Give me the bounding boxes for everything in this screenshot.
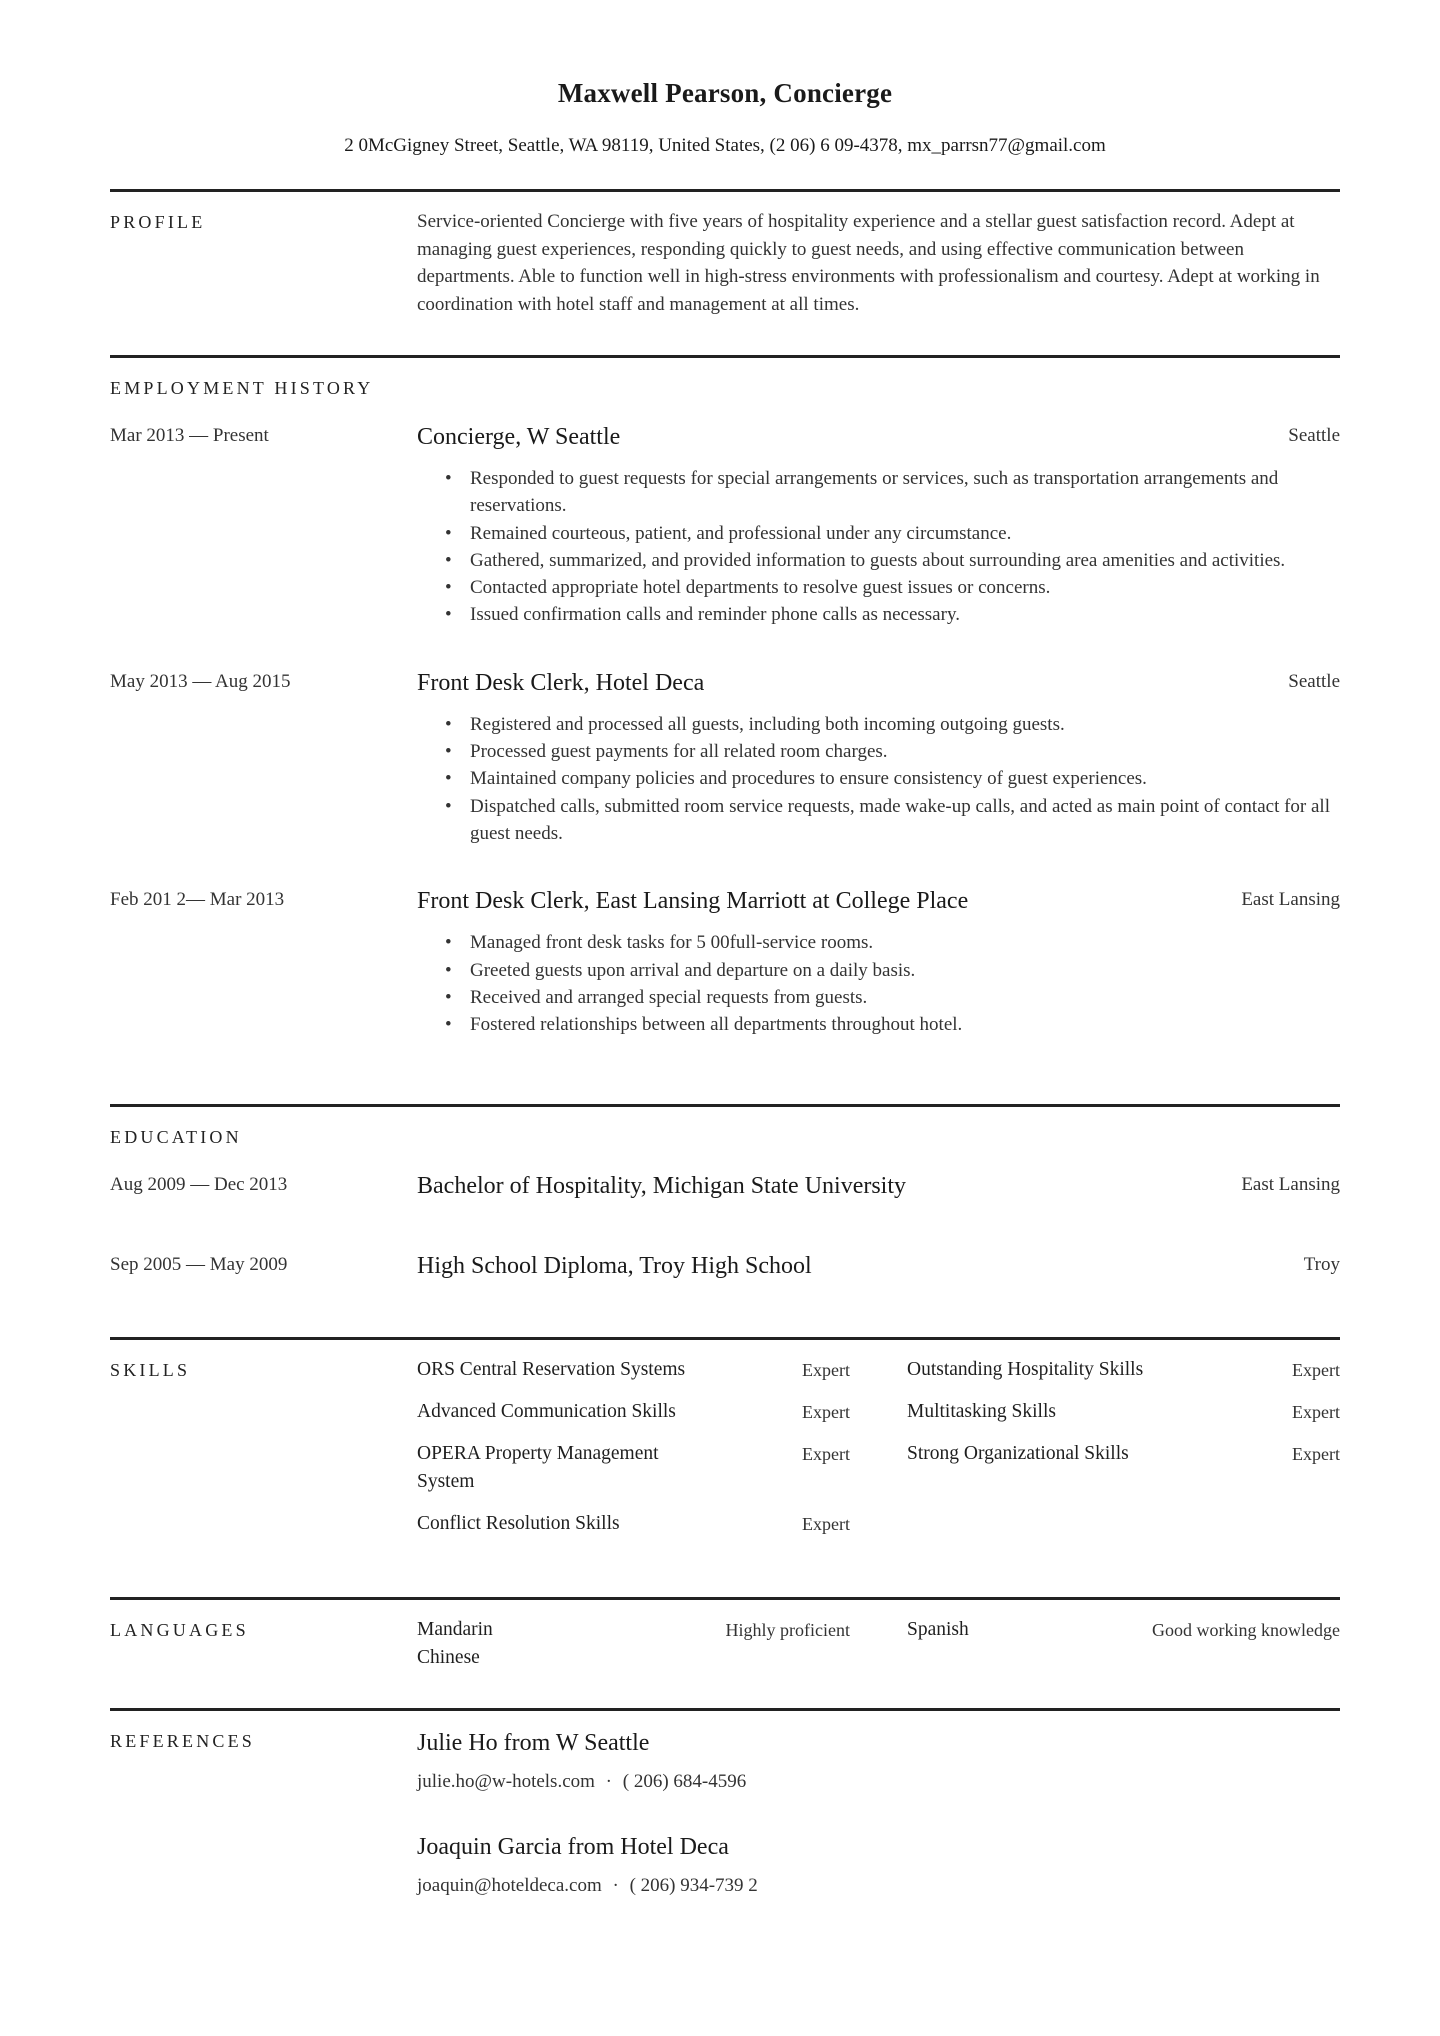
resume-page [110, 0, 1340, 1958]
skill-level: Expert [802, 1360, 850, 1380]
bullet-item: • Maintained company policies and procedures to ensure consistency of guest experiences. [470, 765, 1340, 792]
education-title: Bachelor of Hospitality, Michigan State University [417, 1173, 907, 1199]
job-entry [110, 885, 1340, 1038]
languages-section [110, 1597, 1340, 1708]
bullet-item: • Issued confirmation calls and reminder phone calls as necessary. [470, 601, 1340, 628]
employment-section [110, 355, 1340, 1104]
language-item [907, 1616, 1340, 1644]
bullet-item: • Dispatched calls, submitted room service requests, made wake-up calls, and acted as main point of contact for all guest needs. [470, 793, 1340, 848]
job-dates: May 2013 — Aug 2015 [110, 670, 291, 692]
job-bullets [417, 711, 1340, 847]
job-title: Concierge, W Seattle [417, 424, 621, 450]
section-label-skills: SKILLS [110, 1360, 191, 1380]
reference-entry [417, 1727, 1340, 1793]
bullet-item: • Remained courteous, patient, and professional under any circumstance. [470, 520, 1340, 547]
references-section [110, 1708, 1340, 1958]
bullet-item: • Managed front desk tasks for 5 00full-service rooms. [470, 929, 1340, 956]
skill-level: Expert [802, 1514, 850, 1534]
skill-item [907, 1398, 1340, 1426]
education-entry [110, 1250, 1340, 1282]
bullet-item: • Gathered, summarized, and provided information to guests about surrounding area amenities and activities. [470, 547, 1340, 574]
skill-name: Outstanding Hospitality Skills [907, 1359, 1144, 1380]
job-entry [110, 667, 1340, 847]
section-label-employment: EMPLOYMENT HISTORY [110, 378, 374, 398]
language-level: Good working knowledge [1152, 1620, 1340, 1640]
reference-name: Julie Ho from W Seattle [417, 1730, 650, 1756]
separator-dot: · [612, 1875, 619, 1896]
language-name: Spanish [907, 1619, 969, 1640]
job-dates: Feb 201 2— Mar 2013 [110, 889, 285, 911]
reference-email[interactable]: julie.ho@w-hotels.com [417, 1771, 595, 1792]
reference-email[interactable]: joaquin@hoteldeca.com [417, 1875, 602, 1896]
skill-level: Expert [1292, 1444, 1340, 1464]
skills-column-2 [907, 1356, 1340, 1552]
contact-line: 2 0McGigney Street, Seattle, WA 98119, United States, (2 06) 6 09-4378, mx_parrsn77@gmail.com [344, 135, 1106, 156]
skills-section [110, 1337, 1340, 1597]
bullet-item: • Fostered relationships between all departments throughout hotel. [470, 1011, 1340, 1038]
section-label-references: REFERENCES [110, 1731, 256, 1751]
section-label-profile: PROFILE [110, 212, 206, 232]
job-location: East Lansing [1241, 889, 1340, 911]
job-dates: Mar 2013 — Present [110, 425, 269, 446]
job-title: Front Desk Clerk, Hotel Deca [417, 669, 705, 696]
job-location: Seattle [1288, 670, 1340, 692]
education-title: High School Diploma, Troy High School [417, 1253, 812, 1279]
education-entry [110, 1170, 1340, 1202]
education-location: East Lansing [1241, 1174, 1340, 1195]
skill-item [417, 1510, 850, 1538]
profile-text: Service-oriented Concierge with five years of hospitality experience and a stellar guest satisfaction record. Adept at managing guest experiences, responding quickly to guest needs, and using effective communication between departments. Able to function well in high-stress environments with professionalism and courtesy. Adept at working in coordination with hotel staff and management at all times. [417, 211, 1320, 315]
job-bullets [417, 929, 1340, 1038]
bullet-item: • Processed guest payments for all related room charges. [470, 738, 1340, 765]
reference-contact [417, 1771, 1340, 1793]
section-label-languages: LANGUAGES [110, 1620, 249, 1640]
bullet-item: • Registered and processed all guests, including both incoming outgoing guests. [470, 711, 1340, 738]
skill-name: OPERA Property Management System [417, 1443, 659, 1492]
skill-name: Multitasking Skills [907, 1401, 1056, 1422]
skill-level: Expert [802, 1402, 850, 1422]
language-item [417, 1616, 850, 1672]
job-bullets [417, 465, 1340, 629]
language-name: Mandarin Chinese [417, 1619, 493, 1668]
bullet-item: • Received and arranged special requests from guests. [470, 984, 1340, 1011]
skill-item [417, 1440, 850, 1496]
profile-section [110, 189, 1340, 355]
skill-name: Advanced Communication Skills [417, 1401, 676, 1422]
reference-phone: ( 206) 684-4596 [622, 1771, 747, 1792]
skill-name: ORS Central Reservation Systems [417, 1359, 686, 1380]
resume-header [110, 0, 1340, 157]
skill-item [417, 1398, 850, 1426]
education-dates: Sep 2005 — May 2009 [110, 1254, 288, 1275]
job-title: Front Desk Clerk, East Lansing Marriott at College Place [417, 888, 969, 915]
skills-column-1 [417, 1356, 850, 1552]
skill-level: Expert [802, 1444, 850, 1464]
languages-column-2 [907, 1616, 1340, 1686]
skill-name: Strong Organizational Skills [907, 1443, 1129, 1464]
bullet-item: • Responded to guest requests for special arrangements or services, such as transportation arrangements and reservations. [470, 465, 1340, 520]
education-location: Troy [1303, 1254, 1340, 1275]
reference-phone: ( 206) 934-739 2 [629, 1875, 758, 1896]
job-entry [110, 421, 1340, 629]
education-dates: Aug 2009 — Dec 2013 [110, 1174, 288, 1195]
education-section [110, 1104, 1340, 1337]
candidate-name: Maxwell Pearson, Concierge [557, 78, 893, 108]
skill-name: Conflict Resolution Skills [417, 1513, 620, 1534]
reference-entry [417, 1831, 1340, 1897]
bullet-item: • Greeted guests upon arrival and departure on a daily basis. [470, 957, 1340, 984]
bullet-item: • Contacted appropriate hotel departments to resolve guest issues or concerns. [470, 574, 1340, 601]
separator-dot: · [605, 1771, 612, 1792]
languages-column-1 [417, 1616, 850, 1686]
language-level: Highly proficient [725, 1620, 850, 1640]
section-label-education: EDUCATION [110, 1127, 242, 1147]
skill-item [907, 1440, 1340, 1468]
reference-name: Joaquin Garcia from Hotel Deca [417, 1834, 729, 1860]
job-location: Seattle [1288, 425, 1340, 446]
skill-item [907, 1356, 1340, 1384]
reference-contact [417, 1875, 1340, 1897]
skill-level: Expert [1292, 1402, 1340, 1422]
skill-item [417, 1356, 850, 1384]
skill-level: Expert [1292, 1360, 1340, 1380]
